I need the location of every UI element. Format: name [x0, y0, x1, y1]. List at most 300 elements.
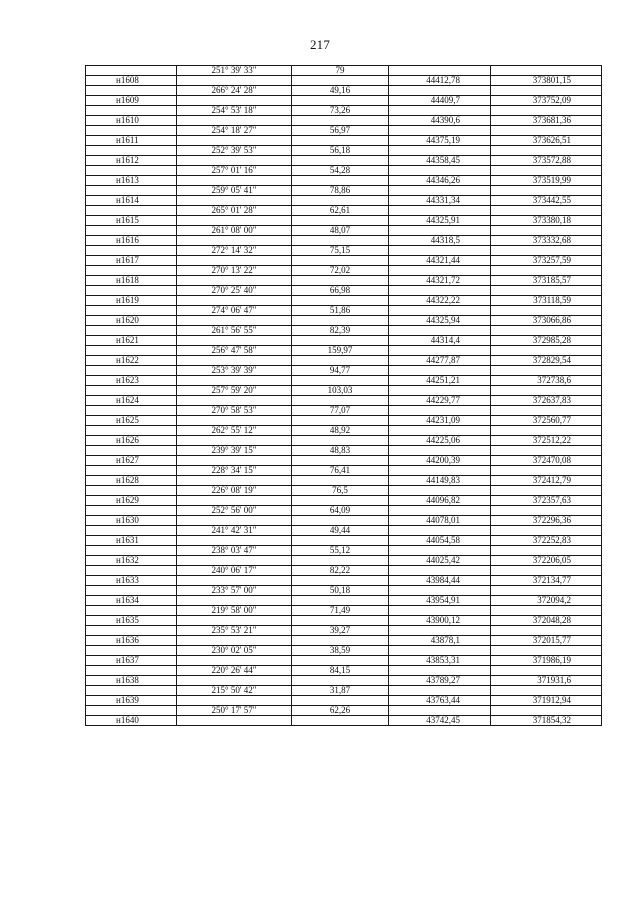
distance-cell: 31,87 [292, 686, 389, 696]
point-id-cell: н1616 [86, 236, 177, 246]
distance-cell [292, 136, 389, 146]
distance-cell: 84,15 [292, 666, 389, 676]
bearing-cell [177, 256, 292, 266]
segment-row [86, 606, 602, 616]
distance-cell [292, 76, 389, 86]
point-id-cell [86, 186, 177, 196]
distance-cell [292, 476, 389, 486]
distance-cell [292, 716, 389, 726]
point-row [86, 136, 602, 146]
point-id-cell [86, 306, 177, 316]
distance-cell: 94,77 [292, 366, 389, 376]
distance-cell: 76,41 [292, 466, 389, 476]
point-id-cell [86, 86, 177, 96]
x-coordinate-cell [389, 266, 491, 276]
point-id-cell [86, 246, 177, 256]
bearing-cell [177, 456, 292, 466]
y-coordinate-cell [491, 426, 602, 436]
y-coordinate-cell [491, 226, 602, 236]
y-coordinate-cell: 373681,36 [491, 116, 602, 126]
x-coordinate-cell: 44314,4 [389, 336, 491, 346]
bearing-cell: 235° 53' 21" [177, 626, 292, 636]
distance-cell [292, 596, 389, 606]
bearing-cell: 270° 25' 40" [177, 286, 292, 296]
bearing-cell: 228° 34' 15" [177, 466, 292, 476]
segment-row [86, 586, 602, 596]
bearing-cell [177, 236, 292, 246]
distance-cell [292, 616, 389, 626]
point-id-cell: н1633 [86, 576, 177, 586]
y-coordinate-cell: 371986,19 [491, 656, 602, 666]
distance-cell: 71,49 [292, 606, 389, 616]
bearing-cell: 215° 50' 42" [177, 686, 292, 696]
point-id-cell [86, 266, 177, 276]
bearing-cell: 240° 06' 17" [177, 566, 292, 576]
point-id-cell: н1623 [86, 376, 177, 386]
x-coordinate-cell: 44096,82 [389, 496, 491, 506]
x-coordinate-cell: 44358,45 [389, 156, 491, 166]
bearing-cell: 250° 17' 57" [177, 706, 292, 716]
distance-cell: 54,28 [292, 166, 389, 176]
point-id-cell: н1614 [86, 196, 177, 206]
point-id-cell: н1608 [86, 76, 177, 86]
y-coordinate-cell [491, 546, 602, 556]
distance-cell: 38,59 [292, 646, 389, 656]
segment-row [86, 86, 602, 96]
x-coordinate-cell [389, 246, 491, 256]
x-coordinate-cell: 44409,7 [389, 96, 491, 106]
point-id-cell [86, 546, 177, 556]
x-coordinate-cell [389, 326, 491, 336]
point-row [86, 396, 602, 406]
segment-row [86, 446, 602, 456]
distance-cell [292, 556, 389, 566]
x-coordinate-cell [389, 166, 491, 176]
distance-cell [292, 216, 389, 226]
point-id-cell: н1628 [86, 476, 177, 486]
bearing-cell [177, 656, 292, 666]
point-row [86, 236, 602, 246]
x-coordinate-cell [389, 86, 491, 96]
point-id-cell [86, 606, 177, 616]
bearing-cell [177, 396, 292, 406]
y-coordinate-cell: 371912,94 [491, 696, 602, 706]
y-coordinate-cell: 372296,36 [491, 516, 602, 526]
point-id-cell: н1627 [86, 456, 177, 466]
point-row [86, 336, 602, 346]
point-id-cell: н1632 [86, 556, 177, 566]
y-coordinate-cell: 373257,59 [491, 256, 602, 266]
point-row [86, 416, 602, 426]
bearing-cell [177, 276, 292, 286]
y-coordinate-cell [491, 186, 602, 196]
point-row [86, 116, 602, 126]
x-coordinate-cell: 43900,12 [389, 616, 491, 626]
bearing-cell: 261° 08' 00" [177, 226, 292, 236]
y-coordinate-cell: 373380,18 [491, 216, 602, 226]
x-coordinate-cell [389, 546, 491, 556]
x-coordinate-cell [389, 506, 491, 516]
y-coordinate-cell [491, 486, 602, 496]
x-coordinate-cell [389, 526, 491, 536]
distance-cell: 48,07 [292, 226, 389, 236]
point-row [86, 176, 602, 186]
distance-cell [292, 276, 389, 286]
point-id-cell: н1625 [86, 416, 177, 426]
x-coordinate-cell [389, 606, 491, 616]
segment-row [86, 226, 602, 236]
point-id-cell [86, 326, 177, 336]
y-coordinate-cell [491, 206, 602, 216]
distance-cell: 48,92 [292, 426, 389, 436]
distance-cell [292, 536, 389, 546]
point-row [86, 656, 602, 666]
point-id-cell: н1640 [86, 716, 177, 726]
y-coordinate-cell: 373442,55 [491, 196, 602, 206]
x-coordinate-cell [389, 126, 491, 136]
distance-cell [292, 316, 389, 326]
bearing-cell: 241° 42' 31" [177, 526, 292, 536]
point-id-cell [86, 686, 177, 696]
bearing-cell [177, 616, 292, 626]
bearing-cell [177, 516, 292, 526]
bearing-cell [177, 416, 292, 426]
y-coordinate-cell [491, 506, 602, 516]
bearing-cell: 252° 39' 53" [177, 146, 292, 156]
x-coordinate-cell [389, 446, 491, 456]
distance-cell: 76,5 [292, 486, 389, 496]
distance-cell [292, 636, 389, 646]
bearing-cell [177, 476, 292, 486]
bearing-cell [177, 116, 292, 126]
y-coordinate-cell [491, 86, 602, 96]
distance-cell [292, 196, 389, 206]
point-id-cell [86, 486, 177, 496]
point-row [86, 316, 602, 326]
x-coordinate-cell: 44321,72 [389, 276, 491, 286]
distance-cell: 55,12 [292, 546, 389, 556]
y-coordinate-cell: 372357,63 [491, 496, 602, 506]
bearing-cell: 254° 18' 27" [177, 126, 292, 136]
point-id-cell [86, 466, 177, 476]
segment-row [86, 686, 602, 696]
x-coordinate-cell [389, 226, 491, 236]
distance-cell: 64,09 [292, 506, 389, 516]
point-row [86, 456, 602, 466]
distance-cell: 103,03 [292, 386, 389, 396]
point-row [86, 716, 602, 726]
point-id-cell: н1629 [86, 496, 177, 506]
x-coordinate-cell [389, 666, 491, 676]
distance-cell [292, 116, 389, 126]
point-row [86, 476, 602, 486]
y-coordinate-cell [491, 266, 602, 276]
bearing-cell [177, 536, 292, 546]
distance-cell [292, 416, 389, 426]
y-coordinate-cell: 372252,83 [491, 536, 602, 546]
point-row [86, 376, 602, 386]
bearing-cell [177, 696, 292, 706]
coordinates-table [85, 65, 602, 726]
point-id-cell: н1619 [86, 296, 177, 306]
distance-cell [292, 576, 389, 586]
x-coordinate-cell: 44346,26 [389, 176, 491, 186]
point-id-cell: н1615 [86, 216, 177, 226]
point-id-cell: н1610 [86, 116, 177, 126]
segment-row [86, 506, 602, 516]
y-coordinate-cell: 372134,77 [491, 576, 602, 586]
bearing-cell: 220° 26' 44" [177, 666, 292, 676]
distance-cell: 56,18 [292, 146, 389, 156]
y-coordinate-cell: 373626,51 [491, 136, 602, 146]
distance-cell: 66,98 [292, 286, 389, 296]
x-coordinate-cell: 44325,94 [389, 316, 491, 326]
bearing-cell: 261° 56' 55" [177, 326, 292, 336]
segment-row [86, 706, 602, 716]
point-id-cell [86, 406, 177, 416]
y-coordinate-cell: 373185,57 [491, 276, 602, 286]
segment-row [86, 546, 602, 556]
point-id-cell [86, 286, 177, 296]
y-coordinate-cell: 373118,59 [491, 296, 602, 306]
x-coordinate-cell [389, 286, 491, 296]
y-coordinate-cell [491, 286, 602, 296]
x-coordinate-cell [389, 146, 491, 156]
segment-row [86, 146, 602, 156]
segment-row [86, 666, 602, 676]
point-row [86, 496, 602, 506]
distance-cell [292, 156, 389, 166]
x-coordinate-cell [389, 486, 491, 496]
bearing-cell: 239° 39' 15" [177, 446, 292, 456]
point-id-cell [86, 126, 177, 136]
bearing-cell: 274° 06' 47" [177, 306, 292, 316]
bearing-cell [177, 296, 292, 306]
y-coordinate-cell [491, 586, 602, 596]
x-coordinate-cell: 43789,27 [389, 676, 491, 686]
bearing-cell: 238° 03' 47" [177, 546, 292, 556]
y-coordinate-cell [491, 606, 602, 616]
distance-cell [292, 176, 389, 186]
segment-row [86, 206, 602, 216]
point-id-cell [86, 106, 177, 116]
bearing-cell: 257° 01' 16" [177, 166, 292, 176]
y-coordinate-cell: 372738,6 [491, 376, 602, 386]
point-id-cell: н1634 [86, 596, 177, 606]
distance-cell: 77,07 [292, 406, 389, 416]
point-id-cell: н1626 [86, 436, 177, 446]
distance-cell: 51,86 [292, 306, 389, 316]
y-coordinate-cell: 372048,28 [491, 616, 602, 626]
distance-cell: 62,61 [292, 206, 389, 216]
x-coordinate-cell [389, 106, 491, 116]
distance-cell [292, 236, 389, 246]
y-coordinate-cell: 373752,09 [491, 96, 602, 106]
bearing-cell: 259° 05' 41" [177, 186, 292, 196]
y-coordinate-cell: 373066,86 [491, 316, 602, 326]
point-id-cell: н1639 [86, 696, 177, 706]
y-coordinate-cell: 372637,83 [491, 396, 602, 406]
point-row [86, 596, 602, 606]
point-row [86, 196, 602, 206]
y-coordinate-cell [491, 646, 602, 656]
point-id-cell [86, 446, 177, 456]
y-coordinate-cell [491, 126, 602, 136]
distance-cell: 49,16 [292, 86, 389, 96]
point-id-cell: н1612 [86, 156, 177, 166]
point-row [86, 356, 602, 366]
distance-cell [292, 456, 389, 466]
point-row [86, 516, 602, 526]
bearing-cell [177, 136, 292, 146]
segment-row [86, 486, 602, 496]
point-row [86, 676, 602, 686]
distance-cell: 72,02 [292, 266, 389, 276]
point-id-cell: н1636 [86, 636, 177, 646]
bearing-cell [177, 316, 292, 326]
x-coordinate-cell: 43853,31 [389, 656, 491, 666]
x-coordinate-cell [389, 66, 491, 76]
y-coordinate-cell [491, 246, 602, 256]
point-id-cell [86, 706, 177, 716]
bearing-cell [177, 716, 292, 726]
bearing-cell: 270° 58' 53" [177, 406, 292, 416]
bearing-cell [177, 576, 292, 586]
bearing-cell: 219° 58' 00" [177, 606, 292, 616]
point-id-cell: н1609 [86, 96, 177, 106]
point-row [86, 296, 602, 306]
bearing-cell: 266° 24' 28" [177, 86, 292, 96]
distance-cell: 78,86 [292, 186, 389, 196]
y-coordinate-cell: 372470,08 [491, 456, 602, 466]
x-coordinate-cell: 44331,34 [389, 196, 491, 206]
segment-row [86, 286, 602, 296]
y-coordinate-cell [491, 666, 602, 676]
page-number: 217 [309, 37, 331, 52]
point-row [86, 216, 602, 226]
segment-row [86, 66, 602, 76]
distance-cell [292, 296, 389, 306]
point-id-cell: н1618 [86, 276, 177, 286]
bearing-cell: 256° 47' 58" [177, 346, 292, 356]
point-id-cell [86, 426, 177, 436]
point-id-cell: н1624 [86, 396, 177, 406]
segment-row [86, 126, 602, 136]
point-id-cell: н1621 [86, 336, 177, 346]
point-row [86, 276, 602, 286]
point-id-cell [86, 586, 177, 596]
bearing-cell: 226° 08' 19" [177, 486, 292, 496]
x-coordinate-cell: 44200,39 [389, 456, 491, 466]
distance-cell: 49,44 [292, 526, 389, 536]
bearing-cell: 253° 39' 39" [177, 366, 292, 376]
point-id-cell [86, 146, 177, 156]
x-coordinate-cell: 44318,5 [389, 236, 491, 246]
y-coordinate-cell [491, 406, 602, 416]
point-id-cell [86, 646, 177, 656]
x-coordinate-cell [389, 706, 491, 716]
distance-cell [292, 516, 389, 526]
x-coordinate-cell: 44412,78 [389, 76, 491, 86]
segment-row [86, 326, 602, 336]
segment-row [86, 306, 602, 316]
point-row [86, 556, 602, 566]
y-coordinate-cell: 372560,77 [491, 416, 602, 426]
distance-cell [292, 256, 389, 266]
point-row [86, 696, 602, 706]
x-coordinate-cell [389, 346, 491, 356]
y-coordinate-cell: 372829,54 [491, 356, 602, 366]
point-id-cell [86, 346, 177, 356]
distance-cell: 62,26 [292, 706, 389, 716]
point-row [86, 436, 602, 446]
point-id-cell: н1630 [86, 516, 177, 526]
x-coordinate-cell [389, 426, 491, 436]
bearing-cell: 230° 02' 05" [177, 646, 292, 656]
x-coordinate-cell: 44277,87 [389, 356, 491, 366]
distance-cell [292, 336, 389, 346]
y-coordinate-cell [491, 66, 602, 76]
point-id-cell [86, 566, 177, 576]
bearing-cell [177, 636, 292, 646]
x-coordinate-cell: 44025,42 [389, 556, 491, 566]
distance-cell [292, 96, 389, 106]
x-coordinate-cell: 43763,44 [389, 696, 491, 706]
bearing-cell [177, 356, 292, 366]
bearing-cell [177, 596, 292, 606]
y-coordinate-cell: 371854,32 [491, 716, 602, 726]
x-coordinate-cell: 43984,44 [389, 576, 491, 586]
point-id-cell [86, 386, 177, 396]
point-row [86, 156, 602, 166]
y-coordinate-cell: 373572,88 [491, 156, 602, 166]
point-id-cell: н1617 [86, 256, 177, 266]
distance-cell: 73,26 [292, 106, 389, 116]
bearing-cell [177, 216, 292, 226]
segment-row [86, 106, 602, 116]
bearing-cell: 233° 57' 00" [177, 586, 292, 596]
x-coordinate-cell: 44251,21 [389, 376, 491, 386]
segment-row [86, 346, 602, 356]
y-coordinate-cell [491, 366, 602, 376]
x-coordinate-cell [389, 186, 491, 196]
point-id-cell [86, 626, 177, 636]
bearing-cell [177, 676, 292, 686]
x-coordinate-cell: 43742,45 [389, 716, 491, 726]
distance-cell: 82,39 [292, 326, 389, 336]
bearing-cell: 254° 53' 18" [177, 106, 292, 116]
y-coordinate-cell: 372985,28 [491, 336, 602, 346]
segment-row [86, 406, 602, 416]
segment-row [86, 366, 602, 376]
y-coordinate-cell [491, 566, 602, 576]
distance-cell [292, 696, 389, 706]
point-id-cell [86, 526, 177, 536]
y-coordinate-cell: 371931,6 [491, 676, 602, 686]
y-coordinate-cell [491, 166, 602, 176]
bearing-cell: 270° 13' 22" [177, 266, 292, 276]
bearing-cell: 262° 55' 12" [177, 426, 292, 436]
bearing-cell [177, 496, 292, 506]
x-coordinate-cell: 44325,91 [389, 216, 491, 226]
bearing-cell [177, 76, 292, 86]
point-row [86, 616, 602, 626]
distance-cell [292, 656, 389, 666]
bearing-cell: 265° 01' 28" [177, 206, 292, 216]
y-coordinate-cell: 372412,79 [491, 476, 602, 486]
point-id-cell [86, 226, 177, 236]
bearing-cell [177, 436, 292, 446]
